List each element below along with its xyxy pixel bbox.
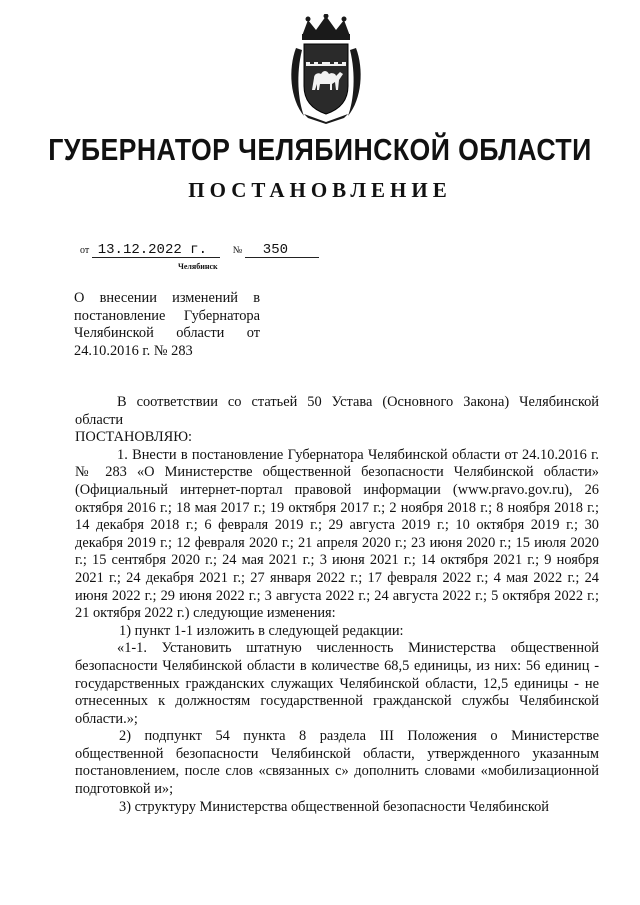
document-body [75, 394, 599, 816]
document-number: 350 [245, 244, 319, 258]
body-paragraph: 2) подпункт 54 пункта 8 раздела III Положения о Министерстве общественной безопасности Челябинской области, утвержденного указанным постановлением, после слов «связанных с» дополнить словами «мобилизационной подготовкой и»; [75, 728, 599, 798]
chelyabinsk-coat-of-arms-icon [288, 14, 364, 124]
document-date: 13.12.2022 г. [92, 244, 220, 258]
body-paragraph: 1. Внести в постановление Губернатора Челябинской области от 24.10.2016 г. № 283 «О Министерстве общественной безопасности Челябинской области» (Официальный интернет-портал правовой информации (www.pravo.gov.ru), 26 октября 2016 г.; 18 мая 2017 г.; 19 октября 2017 г.; 2 ноября 2018 г.; 8 ноября 2018 г.; 14 декабря 2018 г.; 6 февраля 2019 г.; 29 августа 2019 г.; 10 октября 2019 г.; 30 декабря 2019 г.; 12 февраля 2020 г.; 21 апреля 2020 г.; 23 июня 2020 г.; 15 июля 2020 г.; 15 сентября 2020 г.; 24 мая 2021 г.; 3 июня 2021 г.; 14 октября 2021 г.; 9 ноября 2021 г.; 24 декабря 2021 г.; 27 января 2022 г.; 17 февраля 2022 г.; 4 мая 2022 г.; 24 июня 2022 г.; 29 июня 2022 г.; 3 августа 2022 г.; 24 августа 2022 г.; 5 октября 2022 г.; 21 октября 2022 г.) следующие изменения: [75, 446, 599, 622]
document-subject: О внесении изменений в постановление Губернатора Челябинской области от 24.10.2016 г. № 283 [74, 290, 260, 359]
city-name: Челябинск [178, 262, 218, 271]
document-type: ПОСТАНОВЛЕНИЕ [188, 178, 452, 202]
body-paragraph: «1-1. Установить штатную численность Министерства общественной безопасности Челябинской области в количестве 68,5 единицы, из них: 56 единиц - государственных гражданских служащих Челябинской области, 12,5 единицы - не отнесенных к должностям государственной гражданской службы Челябинской области.»; [75, 640, 599, 727]
number-label: № [232, 245, 243, 256]
body-paragraph: 3) структуру Министерства общественной безопасности Челябинской [119, 798, 549, 815]
authority-title: ГУБЕРНАТОР ЧЕЛЯБИНСКОЙ ОБЛАСТИ [48, 132, 592, 167]
body-paragraph: В соответствии со статьей 50 Устава (Основного Закона) Челябинской области [75, 394, 599, 428]
resolution-heading: ПОСТАНОВЛЯЮ: [75, 429, 193, 446]
body-paragraph: 1) пункт 1-1 изложить в следующей редакции: [119, 622, 404, 639]
document-meta [80, 244, 319, 258]
date-label: от [80, 245, 90, 256]
